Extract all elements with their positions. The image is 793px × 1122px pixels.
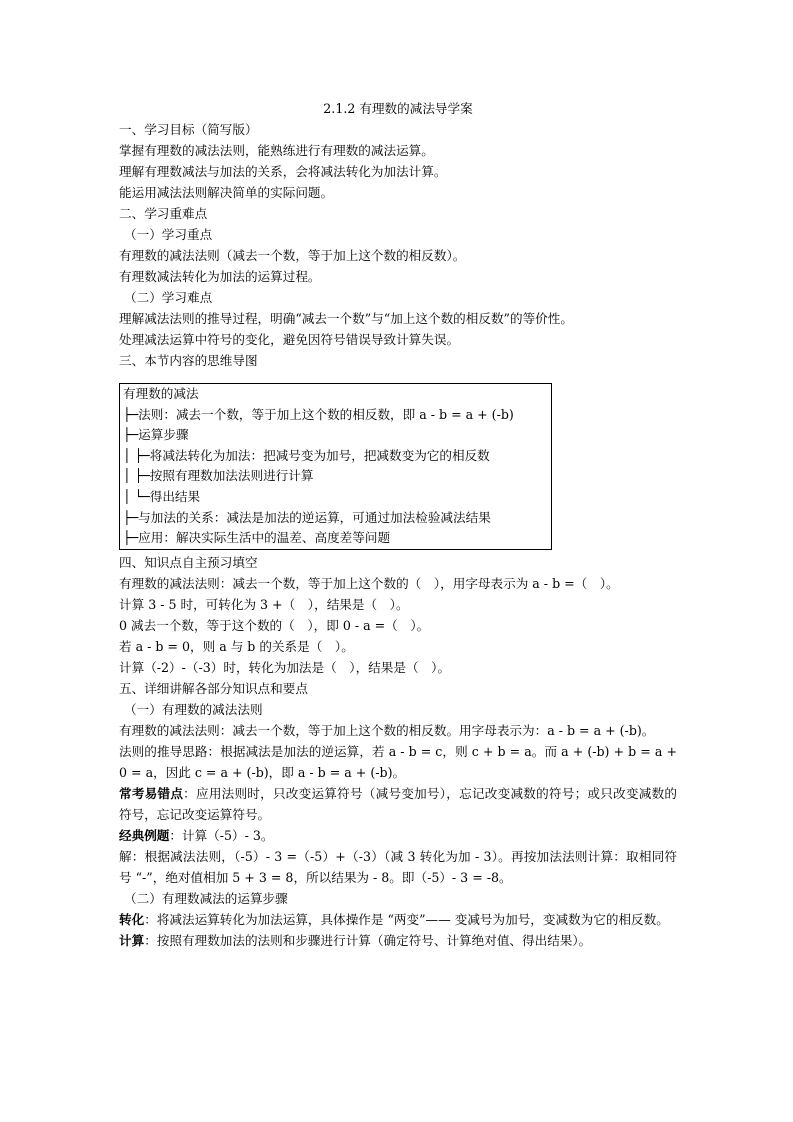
mind-map-line: ├─应用：解决实际生活中的温差、高度差等问题 bbox=[123, 530, 391, 546]
goal-item: 能运用减法法则解决简单的实际问题。 bbox=[119, 185, 334, 200]
mind-map-line: 有理数的减法 bbox=[123, 386, 199, 401]
example-text: ：计算（-5）- 3。 bbox=[169, 827, 274, 843]
goal-item: 掌握有理数的减法法则，能熟练进行有理数的减法运算。 bbox=[119, 143, 434, 158]
mind-map-line: │ ├─将减法转化为加法：把减号变为加号，把减数变为它的相反数 bbox=[123, 447, 490, 463]
common-mistake-text: ：应用法则时，只改变运算符号（减号变加号），忘记改变减数的符号；或只改变减数的符号，忘记改变运算符号。 bbox=[119, 785, 678, 822]
derivation-paragraph: 法则的推导思路：根据减法是加法的逆运算，若 a - b = c，则 c + b = a。而 a + (-b) + b = a + 0 = a，因此 c = a + (-b)，即 a - b = a + (-b)。 bbox=[119, 743, 677, 780]
fill-blank-question: 计算 3 - 5 时，可转化为 3 +（ ），结果是（ ）。 bbox=[119, 596, 409, 612]
convert-text: ：将减法运算转化为加法运算，具体操作是 “两变”—— 变减号为加号，变减数为它的相反数。 bbox=[144, 911, 669, 927]
key-point-item: 有理数减法转化为加法的运算过程。 bbox=[119, 269, 321, 284]
difficult-point-item: 理解减法法则的推导过程，明确“减去一个数”与“加上这个数的相反数”的等价性。 bbox=[119, 311, 573, 326]
section-4-heading: 四、知识点自主预习填空 bbox=[119, 554, 258, 570]
fill-blank-question: 若 a - b = 0，则 a 与 b 的关系是（ ）。 bbox=[119, 638, 354, 654]
section-3-heading: 三、本节内容的思维导图 bbox=[119, 353, 258, 368]
convert-step-paragraph bbox=[119, 909, 677, 930]
key-point-item: 有理数的减法法则（减去一个数，等于加上这个数的相反数）。 bbox=[119, 248, 466, 263]
rule-paragraph: 有理数的减法法则：减去一个数，等于加上这个数的相反数。用字母表示为：a - b = a + (-b)。 bbox=[119, 722, 655, 738]
convert-label: 转化 bbox=[119, 911, 145, 927]
section-1-heading: 一、学习目标（简写版） bbox=[119, 122, 258, 137]
mind-map-box bbox=[119, 383, 552, 550]
section-2-heading: 二、学习重难点 bbox=[119, 206, 208, 221]
fill-blank-question: 有理数的减法法则：减去一个数，等于加上这个数的（ ），用字母表示为 a - b =（ ）。 bbox=[119, 575, 619, 591]
section-5-heading: 五、详细讲解各部分知识点和要点 bbox=[119, 680, 308, 696]
document-page bbox=[119, 98, 677, 951]
key-points-heading: （一）学习重点 bbox=[124, 227, 213, 242]
solution-paragraph: 解：根据减法法则，（-5）- 3 =（-5）+（-3）（减 3 转化为加 - 3）。再按加法法则计算：取相同符号 “-”，绝对值相加 5 + 3 = 8，所以结果为 - 8。即（-5）- 3 = -8。 bbox=[119, 848, 677, 885]
document-title: 2.1.2 有理数的减法导学案 bbox=[323, 101, 473, 116]
fill-blank-question: 计算（-2）-（-3）时，转化为加法是（ ），结果是（ ）。 bbox=[119, 659, 451, 675]
mind-map-line: │ ├─按照有理数加法法则进行计算 bbox=[123, 468, 314, 484]
goal-item: 理解有理数减法与加法的关系，会将减法转化为加法计算。 bbox=[119, 164, 447, 179]
mind-map-line: ├─运算步骤 bbox=[123, 427, 189, 443]
example-label: 经典例题 bbox=[119, 827, 170, 843]
difficult-point-item: 处理减法运算中符号的变化，避免因符号错误导致计算失误。 bbox=[119, 332, 460, 347]
mind-map-line: │ └─得出结果 bbox=[123, 488, 201, 504]
fill-blank-question: 0 减去一个数，等于这个数的（ ），即 0 - a =（ ）。 bbox=[119, 617, 430, 633]
difficult-points-heading: （二）学习难点 bbox=[124, 290, 213, 305]
calculate-text: ：按照有理数加法的法则和步骤进行计算（确定符号、计算绝对值、得出结果）。 bbox=[144, 932, 592, 948]
calculate-label: 计算 bbox=[119, 932, 145, 948]
example-paragraph bbox=[119, 825, 677, 846]
common-mistake-label: 常考易错点 bbox=[119, 785, 184, 801]
subsection-steps-heading: （二）有理数减法的运算步骤 bbox=[124, 890, 288, 906]
mind-map-line: ├─法则：减去一个数，等于加上这个数的相反数，即 a - b = a + (-b) bbox=[123, 406, 514, 422]
subsection-rule-heading: （一）有理数的减法法则 bbox=[124, 701, 263, 717]
calculate-step-paragraph bbox=[119, 930, 677, 951]
mind-map-line: ├─与加法的关系：减法是加法的逆运算，可通过加法检验减法结果 bbox=[123, 509, 491, 525]
common-mistake-paragraph bbox=[119, 783, 677, 825]
